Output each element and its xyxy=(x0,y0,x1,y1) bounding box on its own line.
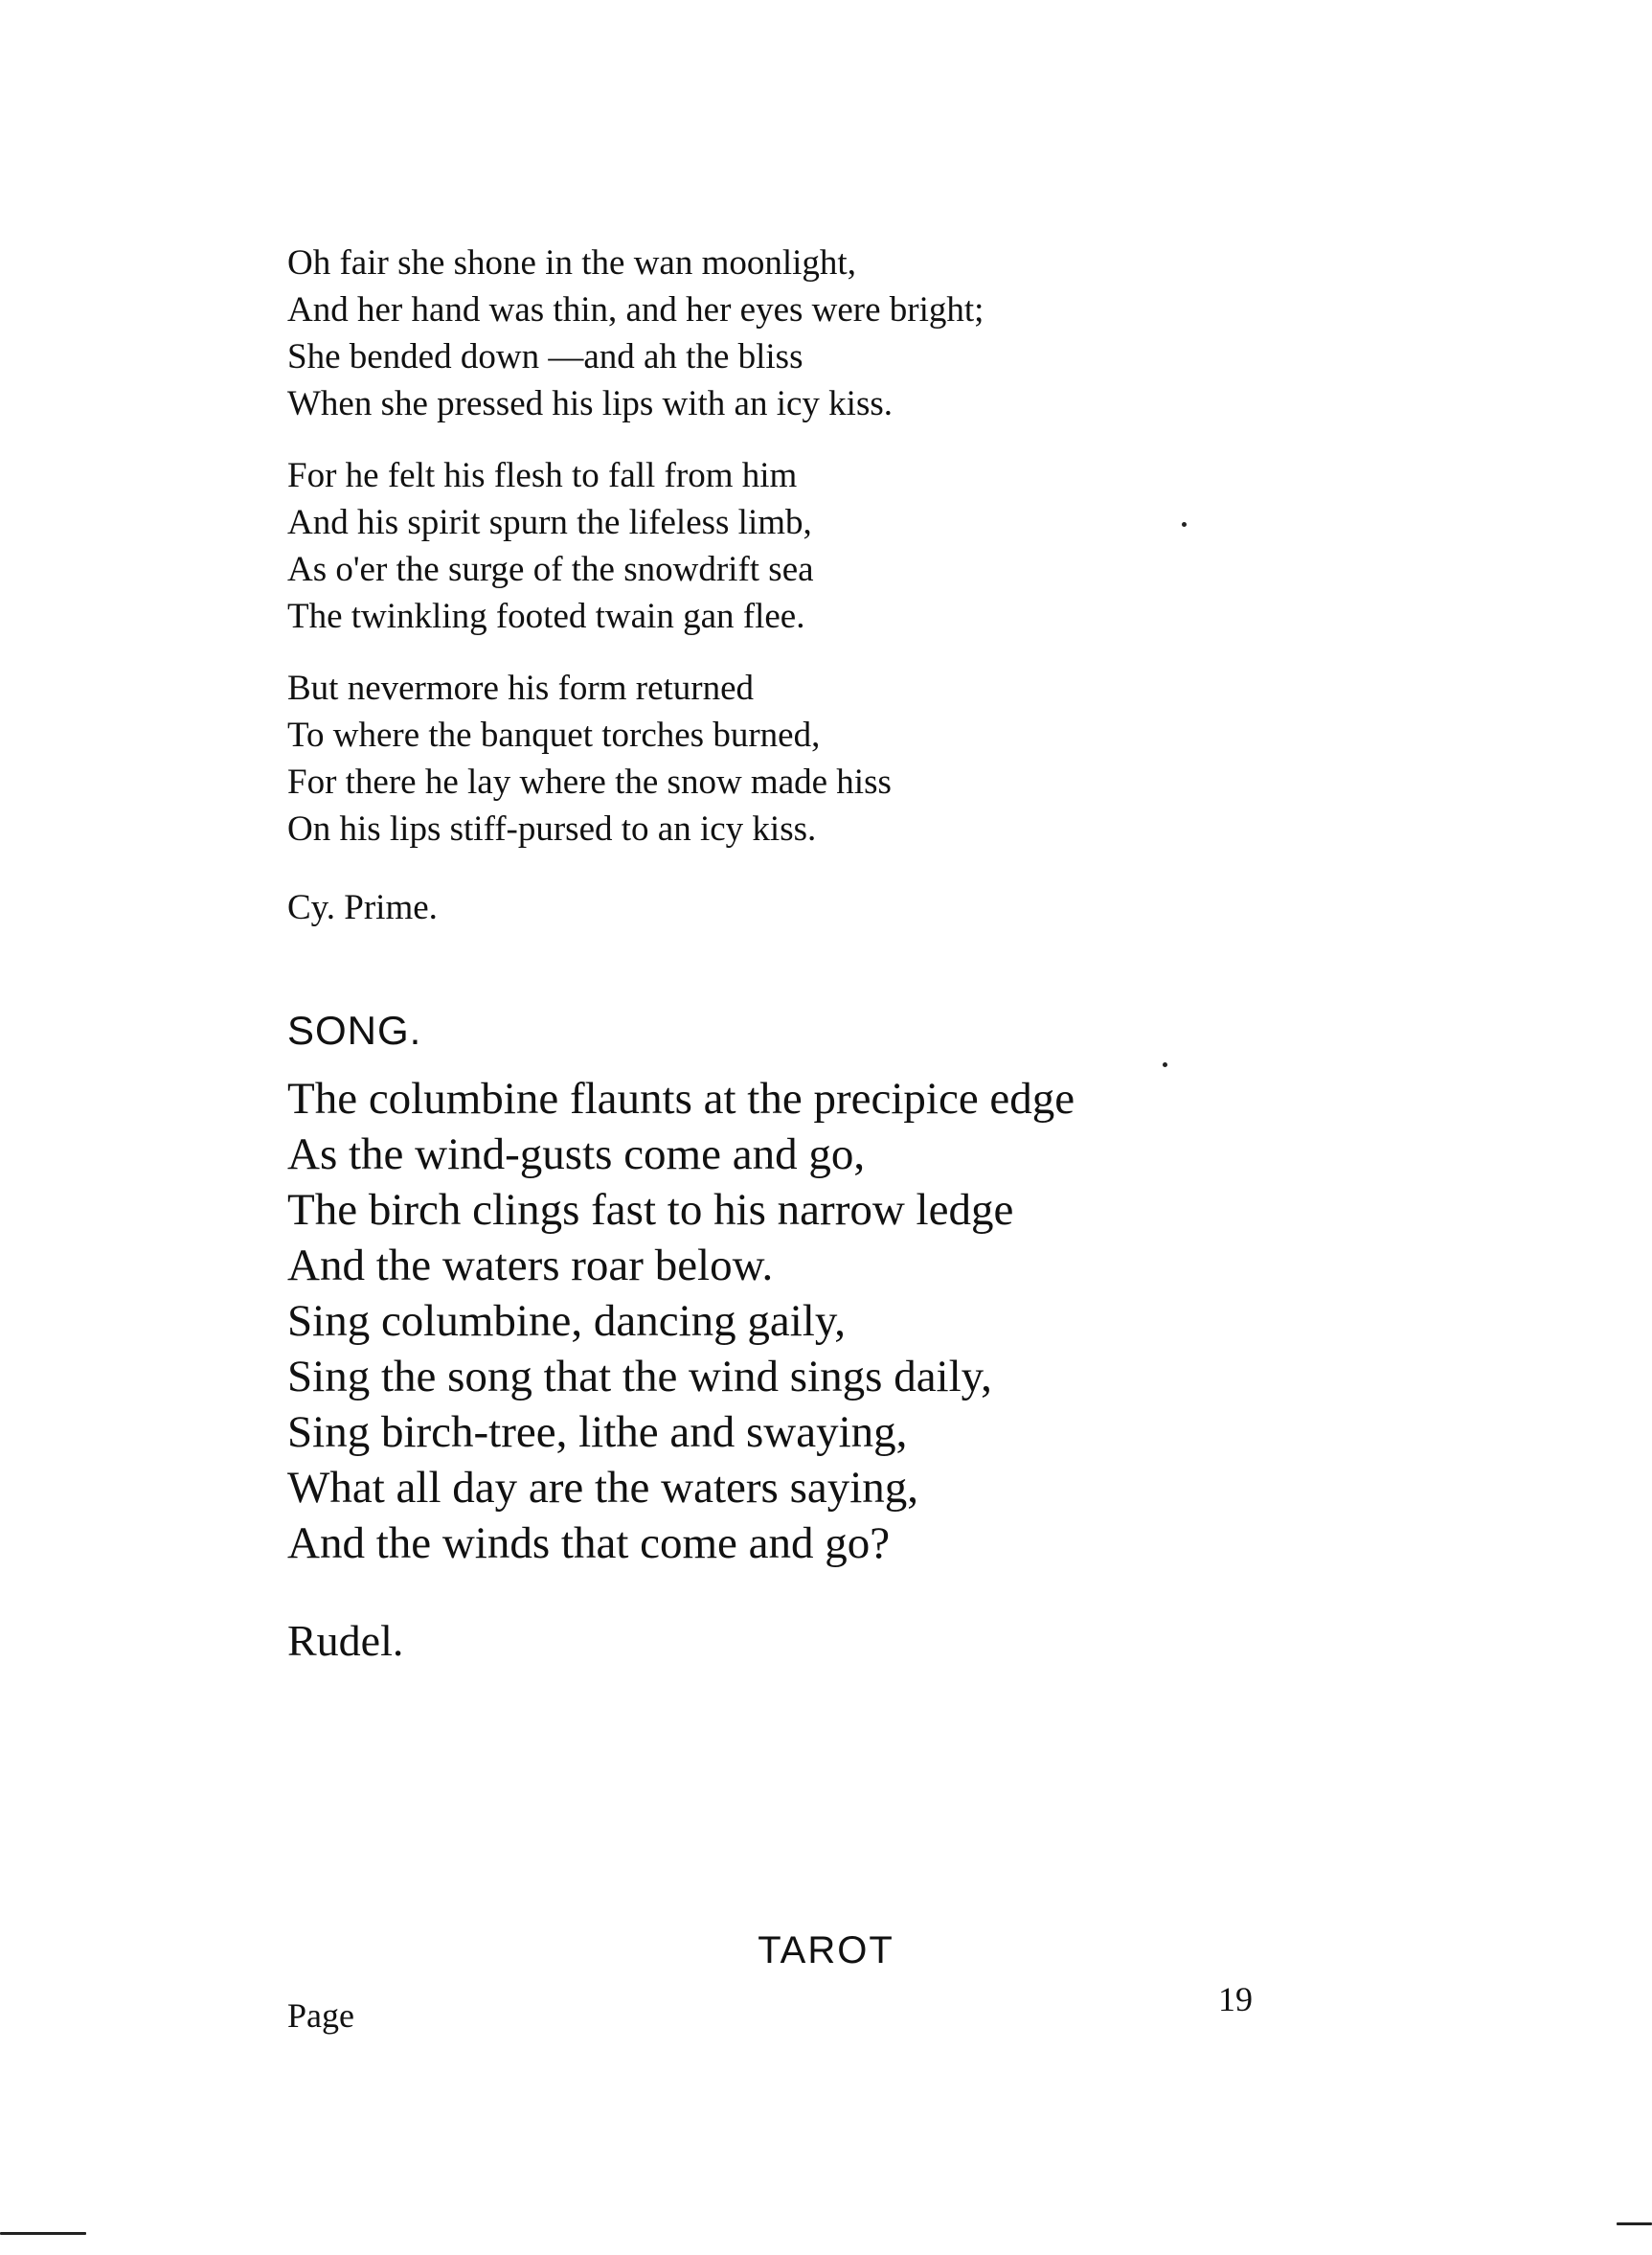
poem-first xyxy=(287,239,1389,877)
song-line: Sing birch-tree, lithe and swaying, xyxy=(287,1407,908,1457)
poem-line: And her hand was thin, and her eyes were bright; xyxy=(287,290,984,330)
song-line: The birch clings fast to his narrow ledge xyxy=(287,1185,1014,1235)
scan-speck xyxy=(0,2232,86,2235)
poem-line: Oh fair she shone in the wan moonlight, xyxy=(287,243,856,283)
song-line: And the winds that come and go? xyxy=(287,1518,891,1568)
song-line: And the waters roar below. xyxy=(287,1241,774,1290)
scan-speck xyxy=(1182,522,1187,527)
song-line: As the wind-gusts come and go, xyxy=(287,1129,866,1179)
poem-line: For he felt his flesh to fall from him xyxy=(287,456,798,495)
poem-line: For there he lay where the snow made hiss xyxy=(287,763,892,802)
song-signature: Rudel. xyxy=(287,1616,404,1665)
stanza xyxy=(287,239,1389,427)
stanza xyxy=(287,665,1389,853)
scan-speck xyxy=(1163,1062,1167,1067)
scan-speck xyxy=(1617,2222,1652,2225)
page-label: Page xyxy=(287,1996,354,2035)
song-title: SONG. xyxy=(287,1008,422,1053)
page-number: 19 xyxy=(1218,1980,1253,2018)
song-line: What all day are the waters saying, xyxy=(287,1463,919,1513)
song-line: The columbine flaunts at the precipice edge xyxy=(287,1074,1075,1124)
poem-signature: Cy. Prime. xyxy=(287,888,438,927)
song-poem xyxy=(287,1071,1389,1571)
song-line: Sing columbine, dancing gaily, xyxy=(287,1296,847,1346)
stanza xyxy=(287,452,1389,640)
poem-line: When she pressed his lips with an icy kiss. xyxy=(287,384,893,423)
poem-line: And his spirit spurn the lifeless limb, xyxy=(287,503,812,542)
running-title: TAROT xyxy=(758,1929,894,1971)
poem-line: As o'er the surge of the snowdrift sea xyxy=(287,550,814,589)
song-line: Sing the song that the wind sings daily, xyxy=(287,1352,992,1401)
poem-line: On his lips stiff-pursed to an icy kiss. xyxy=(287,809,817,849)
poem-line: She bended down —and ah the bliss xyxy=(287,337,803,376)
poem-line: The twinkling footed twain gan flee. xyxy=(287,597,805,636)
poem-line: To where the banquet torches burned, xyxy=(287,716,821,755)
poem-line: But nevermore his form returned xyxy=(287,669,755,708)
